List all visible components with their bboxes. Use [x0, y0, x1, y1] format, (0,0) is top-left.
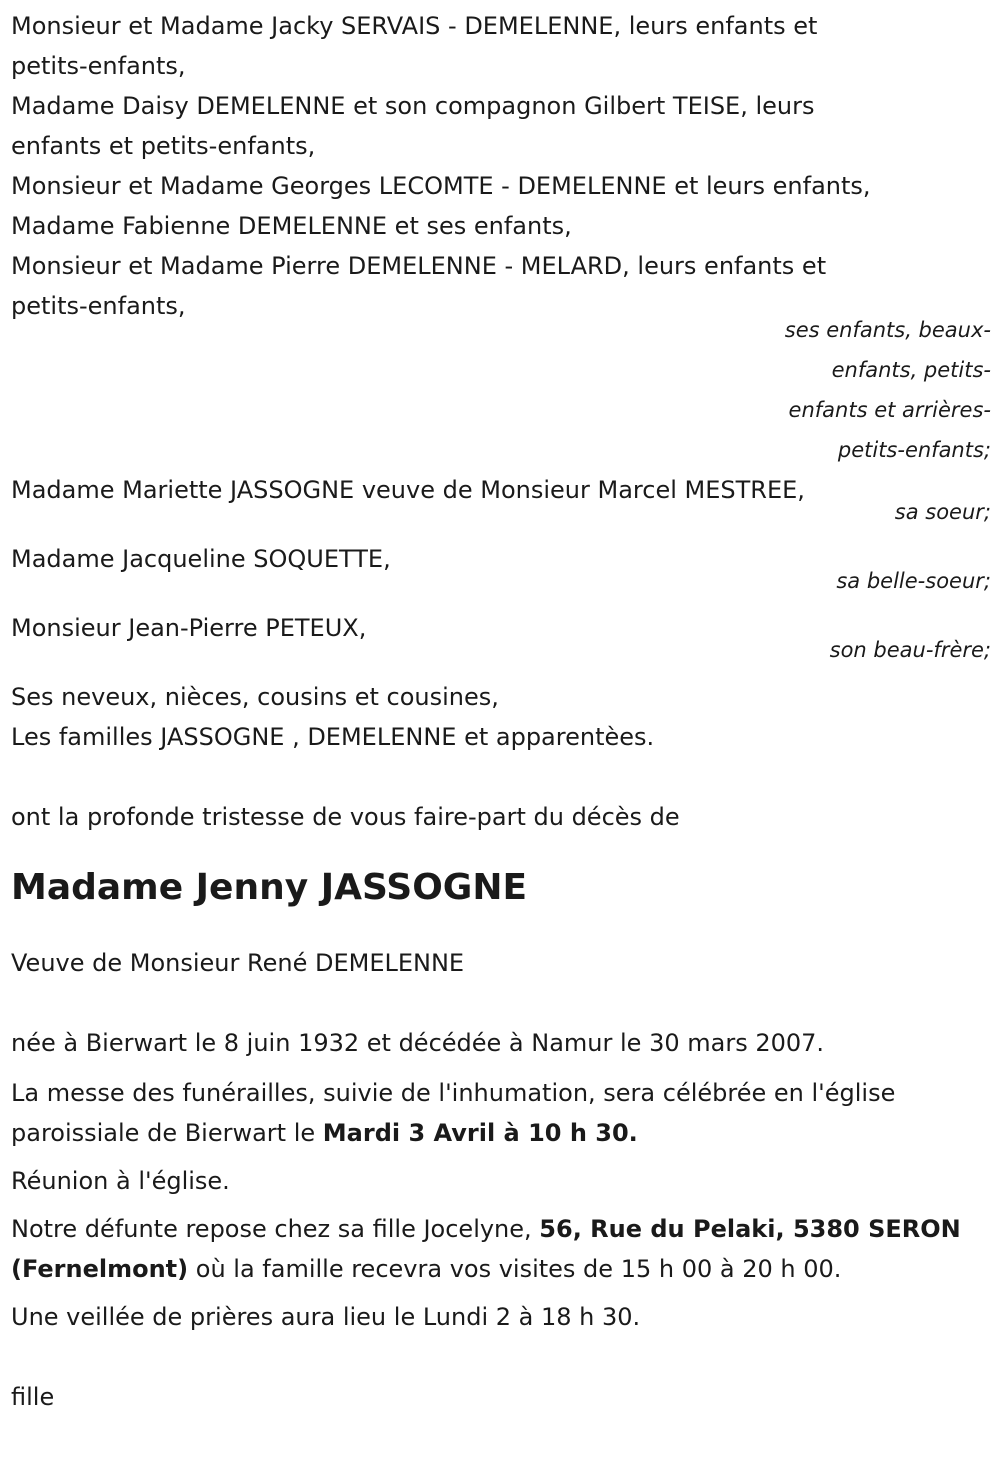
meeting-text: Réunion à l'église.	[11, 1167, 230, 1195]
others-line: Ses neveux, nièces, cousins et cousines,	[11, 683, 499, 711]
spacer	[11, 983, 991, 1023]
relative-role: sa belle-soeur;	[836, 569, 991, 593]
family-role-line: enfants et arrières-	[788, 398, 991, 422]
obituary-content	[11, 6, 991, 1417]
family-line: Madame Daisy DEMELENNE et son compagnon Gilbert TEISE, leurs	[11, 92, 815, 120]
vigil-text: Une veillée de prières aura lieu le Lundi 2 à 18 h 30.	[11, 1303, 641, 1331]
relatives-block	[11, 470, 991, 662]
relative-name: Madame Mariette JASSOGNE veuve de Monsieur Marcel MESTREE,	[11, 476, 805, 504]
funeral-text	[11, 1073, 991, 1153]
spacer	[11, 757, 991, 797]
family-line: Monsieur et Madame Pierre DEMELENNE - MELARD, leurs enfants et	[11, 252, 827, 280]
others-block	[11, 677, 991, 757]
family-line: Monsieur et Madame Jacky SERVAIS - DEMELENNE, leurs enfants et	[11, 12, 818, 40]
family-block	[11, 6, 991, 470]
family-role-line: petits-enfants;	[837, 438, 991, 462]
born-died-text: née à Bierwart le 8 juin 1932 et décédée à Namur le 30 mars 2007.	[11, 1029, 825, 1057]
family-line: petits-enfants,	[11, 52, 186, 80]
others-line: Les familles JASSOGNE , DEMELENNE et apparentèes.	[11, 723, 655, 751]
footer-text: fille	[11, 1383, 55, 1411]
family-role-line: enfants, petits-	[831, 358, 991, 382]
family-line: enfants et petits-enfants,	[11, 132, 316, 160]
rest-address: 56, Rue du Pelaki, 5380 SERON (Fernelmont)	[11, 1215, 961, 1283]
rest-intro: Notre défunte repose chez sa fille Jocelyne,	[11, 1215, 540, 1243]
widow-of-text: Veuve de Monsieur René DEMELENNE	[11, 949, 465, 977]
family-line: Madame Fabienne DEMELENNE et ses enfants,	[11, 212, 572, 240]
family-line: Monsieur et Madame Georges LECOMTE - DEMELENNE et leurs enfants,	[11, 172, 871, 200]
rest-text	[11, 1209, 991, 1289]
funeral-date: Mardi 3 Avril à 10 h 30.	[322, 1119, 638, 1147]
relative-name: Madame Jacqueline SOQUETTE,	[11, 545, 391, 573]
funeral-intro: La messe des funérailles, suivie de l'inhumation, sera célébrée en l'église paroissiale de Bierwart le	[11, 1079, 896, 1147]
relative-name: Monsieur Jean-Pierre PETEUX,	[11, 614, 367, 642]
family-role-line: ses enfants, beaux-	[784, 318, 991, 342]
family-line: petits-enfants,	[11, 292, 186, 320]
spacer	[11, 1063, 991, 1065]
relative-role: son beau-frère;	[829, 638, 991, 662]
deceased-name: Madame Jenny JASSOGNE	[11, 867, 528, 908]
spacer	[11, 1337, 991, 1377]
announcement-text: ont la profonde tristesse de vous faire-part du décès de	[11, 803, 680, 831]
rest-visits: où la famille recevra vos visites de 15 h 00 à 20 h 00.	[188, 1255, 842, 1283]
relative-role: sa soeur;	[894, 500, 991, 524]
